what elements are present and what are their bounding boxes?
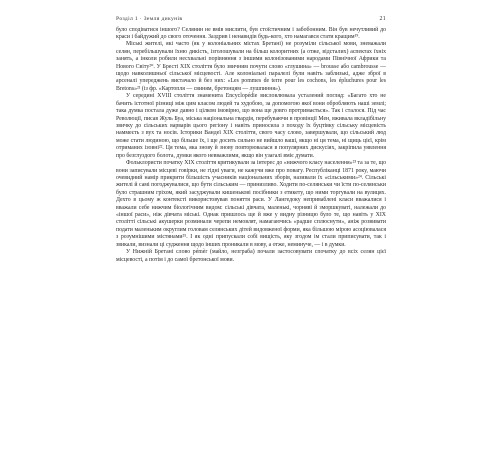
paragraph: Фольклористи початку XIX століття критикували за інтерес до «нижчого класу населення»²³ та за те, що вони записували місцеві говірки, не гідні уваги, не кажучи вже про повагу. Республіканці 1871 року, маючи очевидний намір прикрити більшість учасників національних зборів, називали їх «сільськими»²⁴. Сільські жителі й самі погоджувалися, що бути сільським — принизливо. Ходити по-селянськи чи їсти по-селянськи було страшним гріхом, який засуджували кишенькові посібники з етикету, що ними торгували на вулицях. Дехто в цьому ж контексті використовував поняття раси. У Лангедоку неприваблені класи вважалися і вважали себе нижчим біологічним видом: сільські дівчата, маленькі, чорняві й зморшкуваті, належали до «іншої раси», ніж дівчата міські. Однак пришлось ще й вже у видну різницю було те, що навіть у XIX столітті сільські акушерки розминали черепи немовлят, намагаючись «радше сплюснути», аніж розвивати подати маленьким округлим головам селянських дітей видовженої форми, яка більшою мірою асоціювалася з розумнішими містянами²⁵. І як одні припускали собі вищість, яку згодом ім стали приписувати, так і звикали, визнали ці судження щодо інших проникали в мову, а отже, неминуче, — і в думки. xyxy=(116,160,386,248)
paragraph: було сподіватися іншого? Селянин не вмів мислити, був стоїстичним і забобонним. Він був нечутливий до краси і байдужий до свого оточення. Заздрив і ненавидів будь-кого, хто намагався стати кращим¹⁹. xyxy=(116,26,386,40)
paragraph: Міські жителі, які часто (як у колоніальних містах Бретані) не розуміли сільської мови, зневажали селян, перебільшували їхню дикість, ізголошували на більш колоритних (а отже, відсталих) аспектах їхніх занять, а інколи робили несхвальні порівняння з іншими колонізованими народами Північної Африки та Нового Світу²⁰. У Бресті XIX століття було звичним почути слово «глушина» — brousse або cambrousse — щодо навколишньої сільської місцевості. Але колоніальні паралелі були навіть заблизькі, адже зброї в арсеналі упереджень вистачало й без них: «Les pommes de terre pour les cochons, les épluchures pour les Bretons»²¹ (із фр. «Картопля — свиням, бретонцям — лушпиння»). xyxy=(116,41,386,92)
book-page xyxy=(116,16,386,264)
page-number: 21 xyxy=(379,16,386,22)
chapter-title: Розділ 1 · Земля дикунів xyxy=(116,16,183,22)
paragraph: У Нижній Бретані слово pémèr (майло, незграба) почали застосовувати спочатку до всіх селян цієї місцевості, а потім і до самої бретонської мови. xyxy=(116,249,386,263)
running-head xyxy=(116,16,386,22)
body-text xyxy=(116,27,386,265)
paragraph: У середині XVIII століття знаменита Encyclopédie висловлювала усталений погляд: «Багато хто не бачить істотної різниці між цим класом людей та худобою, за допомогою якої вони обробляють наші землі; така думка постала дуже давно і цілком імовірно, що вона ще довго протримається». Так і сталося. Під час Революції, писав Жуль Буа, міська національна гвардія, перебуваючи в провінції Мен, вживала вкладібільну звичку до сільських варварів цього регіону і навіть приносила з походу їх буцтівку сільську місцевість наммеєть з вух та носів. Історики Вандеї XIX століття, свого часу слово, завершували, що сільський люд може стати людиною, що більше їх, і ще досить сильно не вийшло ваші, якщо ні ця тема, ні щиць цієї, крім отриманих ізовні²². Ця тема, яка знову й знову повторювалася в популярних дискусіях, закріпила уявлення про безглуздого болота, думки якого невважлими, якщо він узагалі вміє думати. xyxy=(116,93,386,159)
